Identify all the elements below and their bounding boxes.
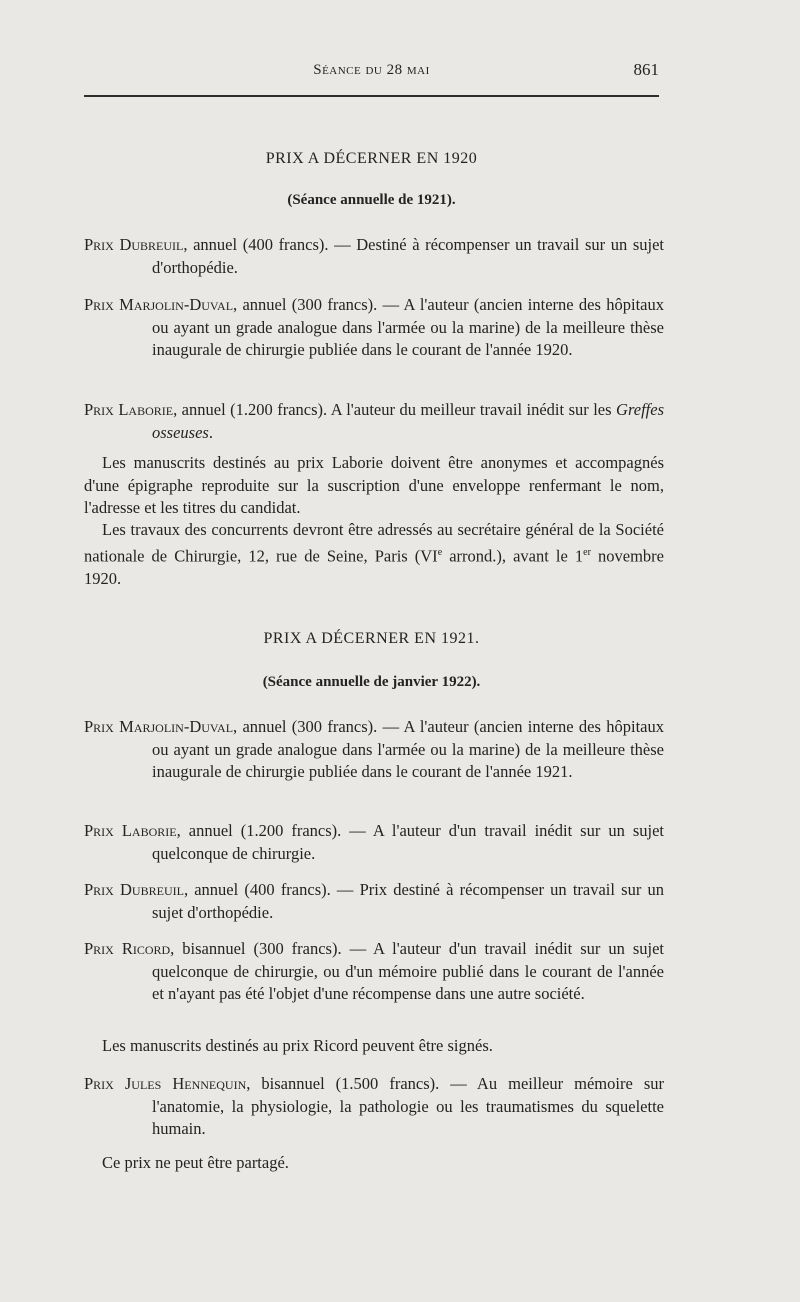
entry-prix-laborie-1920: Prix Laborie, annuel (1.200 francs). A l'auteur du meilleur travail inédit sur les Greffes osseuses. <box>84 400 664 442</box>
entry-prix-laborie-1921 <box>84 820 664 865</box>
running-head <box>84 60 659 84</box>
entry-prix-jules-hennequin <box>84 1073 664 1141</box>
section-subheading-1920: (Séance annuelle de 1921). <box>287 192 456 208</box>
prize-text: , bisannuel (300 francs). — A l'auteur d'un travail inédit sur un sujet quelconque de chirurgie, ou d'un mémoire publié dans le courant de l'année et n'ayant pas été l'objet d'une récompense dans une autre société. <box>152 939 664 1004</box>
prize-name: Prix Dubreuil <box>84 880 184 899</box>
entry-prix-dubreuil-1921 <box>84 879 664 924</box>
header-rule <box>84 95 659 97</box>
section-heading-1921: PRIX A DÉCERNER EN 1921. <box>263 630 480 647</box>
prize-name: Prix Laborie <box>84 821 177 840</box>
prize-text: , annuel (400 francs). — Prix destiné à récompenser un travail sur un sujet d'orthopédie. <box>152 880 664 922</box>
prize-text: , annuel (400 francs). — Destiné à récompenser un travail sur un sujet d'orthopédie. <box>152 235 664 277</box>
prize-text: , annuel (1.200 francs). — A l'auteur d'un travail inédit sur un sujet quelconque de chirurgie. <box>152 821 664 863</box>
prize-topic: Greffes osseuses <box>152 400 664 442</box>
prize-text: , bisannuel (1.500 francs). — Au meilleur mémoire sur l'anatomie, la physiologie, la pathologie ou les traumatismes du squelette humain. <box>152 1074 665 1139</box>
note-prize-not-shared: Ce prix ne peut être partagé. <box>102 1153 289 1172</box>
page-number: 861 <box>633 60 659 79</box>
entry-prix-marjolin-duval-1920 <box>84 294 664 362</box>
entry-prix-ricord <box>84 938 664 1006</box>
entry-prix-marjolin-duval-1921 <box>84 716 664 784</box>
prize-name: Prix Ricord <box>84 939 171 958</box>
section-heading-1920: PRIX A DÉCERNER EN 1920 <box>265 150 478 167</box>
prize-name: Prix Marjolin-Duval <box>84 295 234 314</box>
prize-name: Prix Laborie <box>84 400 174 419</box>
entry-prix-dubreuil-1920 <box>84 234 664 279</box>
prize-name: Prix Jules Hennequin <box>84 1074 247 1093</box>
running-title: Séance du 28 mai <box>313 62 430 78</box>
prize-text: , annuel (300 francs). — A l'auteur (ancien interne des hôpitaux ou ayant un grade analogue dans l'armée ou la marine) de la meilleure thèse inaugurale de chirurgie publiée dans le courant de l'année 1920. <box>152 295 664 360</box>
prize-text: , annuel (300 francs). — A l'auteur (ancien interne des hôpitaux ou ayant un grade analogue dans l'armée ou la marine) de la meilleure thèse inaugurale de chirurgie publiée dans le courant de l'année 1921. <box>152 717 664 782</box>
prize-name: Prix Marjolin-Duval <box>84 717 234 736</box>
section-subheading-1921: (Séance annuelle de janvier 1922). <box>262 674 481 690</box>
note-ricord-signed: Les manuscrits destinés au prix Ricord peuvent être signés. <box>102 1036 493 1055</box>
paragraph-submission-address: Les travaux des concurrents devront être adressés au secrétaire général de la Société nationale de Chirurgie, 12, rue de Seine, Paris (VIe arrond.), avant le 1er novembre 1920. <box>84 520 664 588</box>
paragraph-laborie-manuscripts: Les manuscrits destinés au prix Laborie doivent être anonymes et accompagnés d'une épigraphe reproduite sur la suscription d'une enveloppe renfermant le nom, l'adresse et les titres du candidat. <box>84 453 664 518</box>
prize-text: , annuel (1.200 francs). A l'auteur du meilleur travail inédit sur les <box>173 400 617 419</box>
prize-name: Prix Dubreuil <box>84 235 184 254</box>
